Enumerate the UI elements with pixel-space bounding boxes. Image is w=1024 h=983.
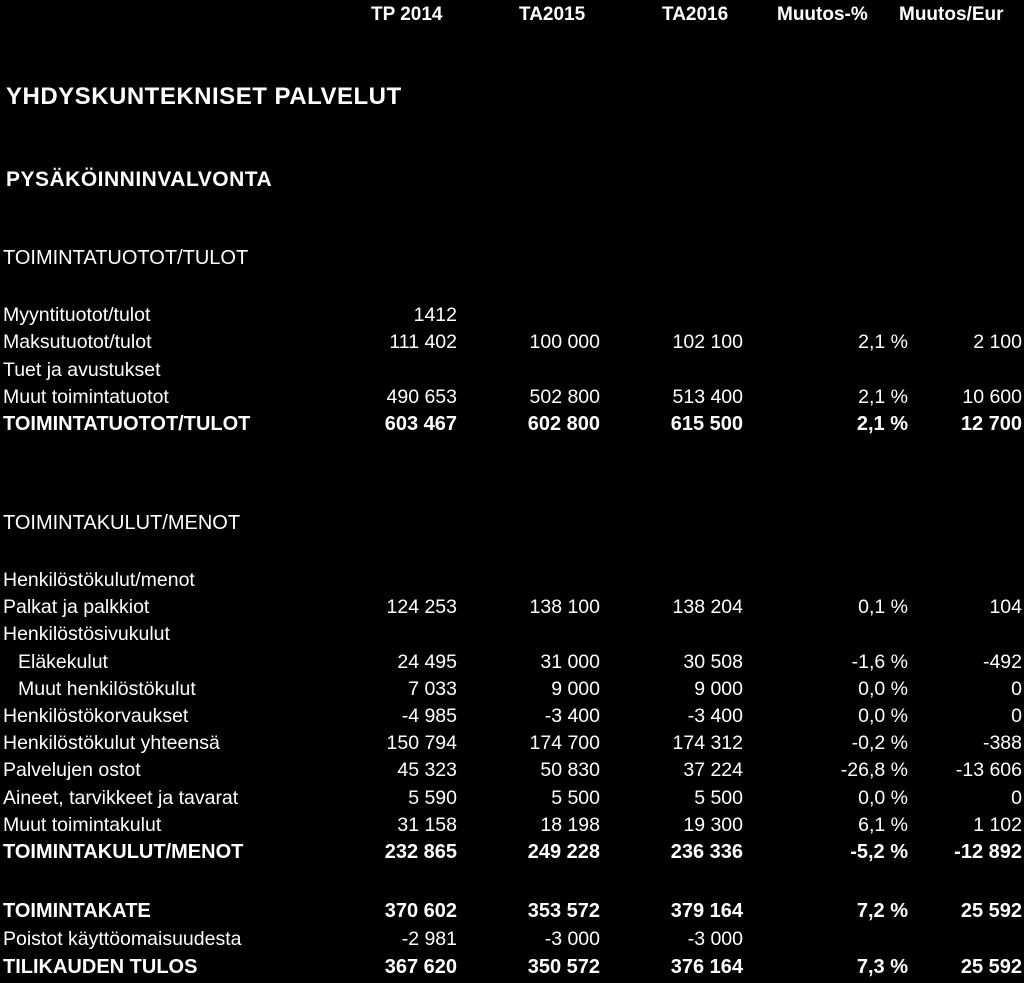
value-change-eur: 12 700 bbox=[960, 413, 1022, 436]
value-change-pct: -26,8 % bbox=[840, 759, 908, 782]
value-ta2016: 379 164 bbox=[670, 900, 743, 922]
row-label: Tuet ja avustukset bbox=[3, 358, 161, 381]
value-ta2015: 18 198 bbox=[540, 813, 600, 836]
table-row bbox=[0, 596, 1024, 623]
value-tp2014: 150 794 bbox=[386, 732, 457, 755]
value-change-pct: 2,1 % bbox=[858, 385, 908, 408]
table-row bbox=[0, 569, 1024, 596]
row-label: TOIMINTATUOTOT/TULOT bbox=[3, 413, 251, 436]
value-ta2015: 353 572 bbox=[527, 900, 600, 922]
value-change-eur: 25 592 bbox=[960, 900, 1022, 922]
value-change-eur: 25 592 bbox=[960, 956, 1022, 978]
value-ta2016: 19 300 bbox=[683, 813, 743, 836]
row-label: TILIKAUDEN TULOS bbox=[3, 956, 198, 978]
value-change-eur: 1 102 bbox=[973, 813, 1022, 836]
value-change-eur: -13 606 bbox=[955, 759, 1022, 782]
col-header-ta2015: TA2015 bbox=[519, 4, 586, 25]
value-ta2016: -3 400 bbox=[687, 705, 743, 727]
value-ta2015: 50 830 bbox=[540, 759, 600, 782]
value-tp2014: 111 402 bbox=[389, 331, 457, 354]
col-header-ta2016: TA2016 bbox=[662, 4, 729, 25]
value-change-eur: 0 bbox=[1011, 705, 1022, 727]
col-header-tp2014: TP 2014 bbox=[371, 4, 443, 25]
col-header-change-pct: Muutos-% bbox=[777, 4, 868, 25]
row-label: Muut henkilöstökulut bbox=[18, 677, 196, 700]
value-ta2015: 5 500 bbox=[551, 786, 600, 809]
page-title: YHDYSKUNTEKNISET PALVELUT bbox=[6, 83, 402, 110]
value-tp2014: 490 653 bbox=[386, 385, 457, 408]
table-row bbox=[0, 759, 1024, 786]
value-ta2015: 9 000 bbox=[551, 677, 600, 700]
section-heading-expenses: TOIMINTAKULUT/MENOT bbox=[3, 512, 241, 534]
value-ta2016: 9 000 bbox=[694, 677, 743, 700]
value-change-eur: 0 bbox=[1011, 786, 1022, 809]
row-label: Aineet, tarvikkeet ja tavarat bbox=[3, 786, 239, 809]
row-label: Poistot käyttöomaisuudesta bbox=[3, 928, 242, 950]
value-change-eur: 10 600 bbox=[962, 385, 1022, 408]
value-ta2015: 502 800 bbox=[529, 385, 600, 408]
value-ta2016: 30 508 bbox=[683, 650, 743, 673]
value-change-pct: 7,3 % bbox=[856, 956, 908, 978]
value-tp2014: 124 253 bbox=[386, 596, 457, 619]
row-label: Henkilöstökorvaukset bbox=[3, 705, 189, 727]
value-ta2015: 350 572 bbox=[527, 956, 600, 978]
table-total-row bbox=[0, 956, 1024, 983]
value-change-eur: 104 bbox=[989, 596, 1022, 619]
row-label: Maksutuotot/tulot bbox=[3, 331, 152, 354]
row-label: Palvelujen ostot bbox=[3, 759, 141, 782]
value-change-pct: 2,1 % bbox=[856, 413, 908, 436]
value-change-eur: -12 892 bbox=[954, 841, 1022, 863]
value-tp2014: 7 033 bbox=[408, 677, 457, 700]
table-row bbox=[0, 623, 1024, 650]
table-row bbox=[0, 678, 1024, 705]
value-ta2016: 138 204 bbox=[672, 596, 743, 619]
value-tp2014: -2 981 bbox=[401, 928, 457, 950]
value-tp2014: 603 467 bbox=[384, 413, 457, 436]
value-tp2014: 24 495 bbox=[397, 650, 457, 673]
value-ta2015: 602 800 bbox=[527, 413, 600, 436]
value-ta2015: 100 000 bbox=[529, 331, 600, 354]
value-change-pct: -1,6 % bbox=[851, 650, 908, 673]
value-tp2014: 1412 bbox=[413, 304, 457, 326]
value-ta2016: 102 100 bbox=[672, 331, 743, 354]
value-ta2016: -3 000 bbox=[687, 928, 743, 950]
value-ta2016: 376 164 bbox=[670, 956, 743, 978]
value-change-pct: 0,0 % bbox=[858, 677, 908, 700]
value-ta2015: 138 100 bbox=[529, 596, 600, 619]
value-change-eur: 0 bbox=[1011, 677, 1022, 700]
value-ta2015: -3 000 bbox=[544, 928, 600, 950]
value-change-pct: 0,0 % bbox=[858, 705, 908, 727]
table-row bbox=[0, 928, 1024, 955]
table-row bbox=[0, 732, 1024, 759]
row-label: Henkilöstösivukulut bbox=[3, 623, 170, 646]
value-change-pct: 2,1 % bbox=[858, 331, 908, 354]
value-tp2014: 232 865 bbox=[384, 841, 457, 863]
value-tp2014: 370 602 bbox=[384, 900, 457, 922]
table-total-row bbox=[0, 413, 1024, 440]
value-ta2016: 615 500 bbox=[670, 413, 743, 436]
value-tp2014: 45 323 bbox=[397, 759, 457, 782]
table-row bbox=[0, 814, 1024, 841]
value-change-pct: 0,0 % bbox=[858, 786, 908, 809]
value-change-pct: 0,1 % bbox=[858, 596, 908, 619]
page-subtitle: PYSÄKÖINNINVALVONTA bbox=[6, 168, 273, 191]
value-tp2014: -4 985 bbox=[401, 705, 457, 727]
value-change-pct: -5,2 % bbox=[850, 841, 908, 863]
value-tp2014: 31 158 bbox=[397, 813, 457, 836]
row-label: Henkilöstökulut/menot bbox=[3, 569, 195, 591]
value-ta2016: 236 336 bbox=[670, 841, 743, 863]
row-label: Muut toimintakulut bbox=[3, 813, 162, 836]
value-ta2015: 249 228 bbox=[527, 841, 600, 863]
value-tp2014: 5 590 bbox=[408, 786, 457, 809]
value-change-eur: 2 100 bbox=[973, 331, 1022, 354]
row-label: TOIMINTAKATE bbox=[3, 900, 151, 922]
value-ta2016: 5 500 bbox=[694, 786, 743, 809]
table-row bbox=[0, 304, 1024, 331]
value-change-eur: -492 bbox=[982, 650, 1022, 673]
table-row bbox=[0, 787, 1024, 814]
value-ta2016: 513 400 bbox=[672, 385, 743, 408]
row-label: Myyntituotot/tulot bbox=[3, 304, 151, 326]
value-tp2014: 367 620 bbox=[384, 956, 457, 978]
table-row bbox=[0, 331, 1024, 358]
value-ta2016: 37 224 bbox=[683, 759, 743, 782]
value-change-pct: 6,1 % bbox=[858, 813, 908, 836]
table-row bbox=[0, 359, 1024, 386]
row-label: Muut toimintatuotot bbox=[3, 385, 169, 408]
value-ta2015: 174 700 bbox=[529, 732, 600, 755]
value-change-pct: -0,2 % bbox=[851, 732, 908, 755]
value-change-pct: 7,2 % bbox=[856, 900, 908, 922]
value-change-eur: -388 bbox=[982, 732, 1022, 755]
table-row bbox=[0, 705, 1024, 732]
col-header-change-eur: Muutos/Eur bbox=[899, 4, 1004, 25]
row-label: Palkat ja palkkiot bbox=[3, 596, 150, 619]
table-row bbox=[0, 651, 1024, 678]
table-total-row bbox=[0, 841, 1024, 868]
table-total-row bbox=[0, 900, 1024, 927]
value-ta2015: 31 000 bbox=[540, 650, 600, 673]
value-ta2016: 174 312 bbox=[672, 732, 743, 755]
row-label: Eläkekulut bbox=[18, 650, 108, 673]
section-heading-income: TOIMINTATUOTOT/TULOT bbox=[3, 247, 249, 269]
row-label: TOIMINTAKULUT/MENOT bbox=[3, 841, 244, 863]
row-label: Henkilöstökulut yhteensä bbox=[3, 732, 220, 755]
table-row bbox=[0, 386, 1024, 413]
value-ta2015: -3 400 bbox=[544, 705, 600, 727]
